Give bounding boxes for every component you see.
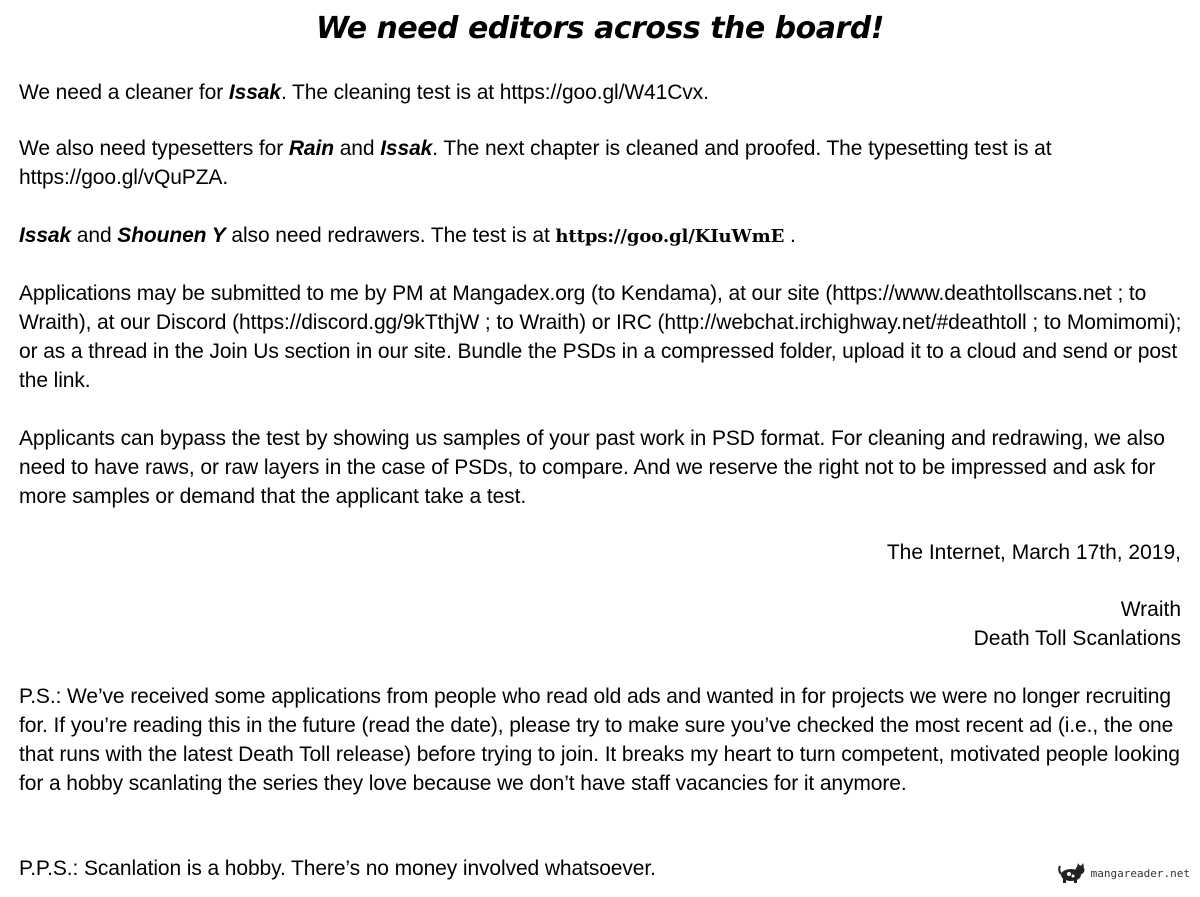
signature-name: Wraith [1120, 598, 1181, 621]
p2-project-issak: Issak [380, 137, 433, 160]
watermark-text: mangareader.net [1090, 866, 1190, 880]
p1-text-c: . The cleaning test is at https://goo.gl/W41Cvx. [280, 81, 709, 104]
watermark [1058, 863, 1190, 883]
dateline: The Internet, March 17th, 2019, [886, 541, 1181, 564]
redraw-test-link[interactable]: https://goo.gl/KIuWmE [555, 226, 785, 247]
p2-text-a: We also need typesetters for [19, 137, 289, 160]
pps-paragraph: P.P.S.: Scanlation is a hobby. There’s no money involved whatsoever. [19, 857, 656, 880]
signature-group: Death Toll Scanlations [973, 627, 1181, 650]
p3-text-b: and [71, 224, 118, 247]
ps-paragraph: P.S.: We’ve received some applications from people who read old ads and wanted in for projects we were no longer recruiting for. If you’re reading this in the future (read the date), please try to make sure you’ve checked the most recent ad (i.e., the one that runs with the latest Death Toll release) before trying to join. It breaks my heart to turn competent, motivated people looking for a hobby scanlating the series they love because we don’t have staff vacancies for it anymore. [19, 685, 1180, 795]
p3-project-issak: Issak [19, 224, 72, 247]
p2-text-e: . The next chapter is cleaned and proofed. The typesetting test is at https://goo.gl/vQuPZA. [19, 137, 1052, 189]
cleaner-paragraph [19, 78, 1184, 107]
cat-logo-icon [1058, 863, 1088, 883]
redrawer-paragraph [19, 221, 1184, 251]
signature [974, 595, 1181, 653]
bypass-test-paragraph: Applicants can bypass the test by showing us samples of your past work in PSD format. For cleaning and redrawing, we also need to have raws, or raw layers in the case of PSDs, to compare. And we reserve the right not to be impressed and ask for more samples or demand that the applicant take a test. [19, 427, 1165, 508]
p3-text-d: also need redrawers. The test is at [225, 224, 556, 247]
typesetter-paragraph [19, 134, 1184, 192]
p2-text-c: and [333, 137, 381, 160]
p2-project-rain: Rain [288, 137, 334, 160]
page-title: We need editors across the board! [316, 11, 884, 46]
p3-project-shounen-y: Shounen Y [117, 224, 226, 247]
applications-paragraph: Applications may be submitted to me by PM at Mangadex.org (to Kendama), at our site (https://www.deathtollscans.net ; to Wraith), at our Discord (https://discord.gg/9kTthjW ; to Wraith) or IRC (http://webchat.irchighway.net/#deathtoll ; to Momimomi); or as a thread in the Join Us section in our site. Bundle the PSDs in a compressed folder, upload it to a cloud and send or post the link. [19, 282, 1182, 392]
p1-project-issak: Issak [228, 81, 281, 104]
p3-text-f: . [784, 224, 796, 247]
p1-text-a: We need a cleaner for [19, 81, 229, 104]
